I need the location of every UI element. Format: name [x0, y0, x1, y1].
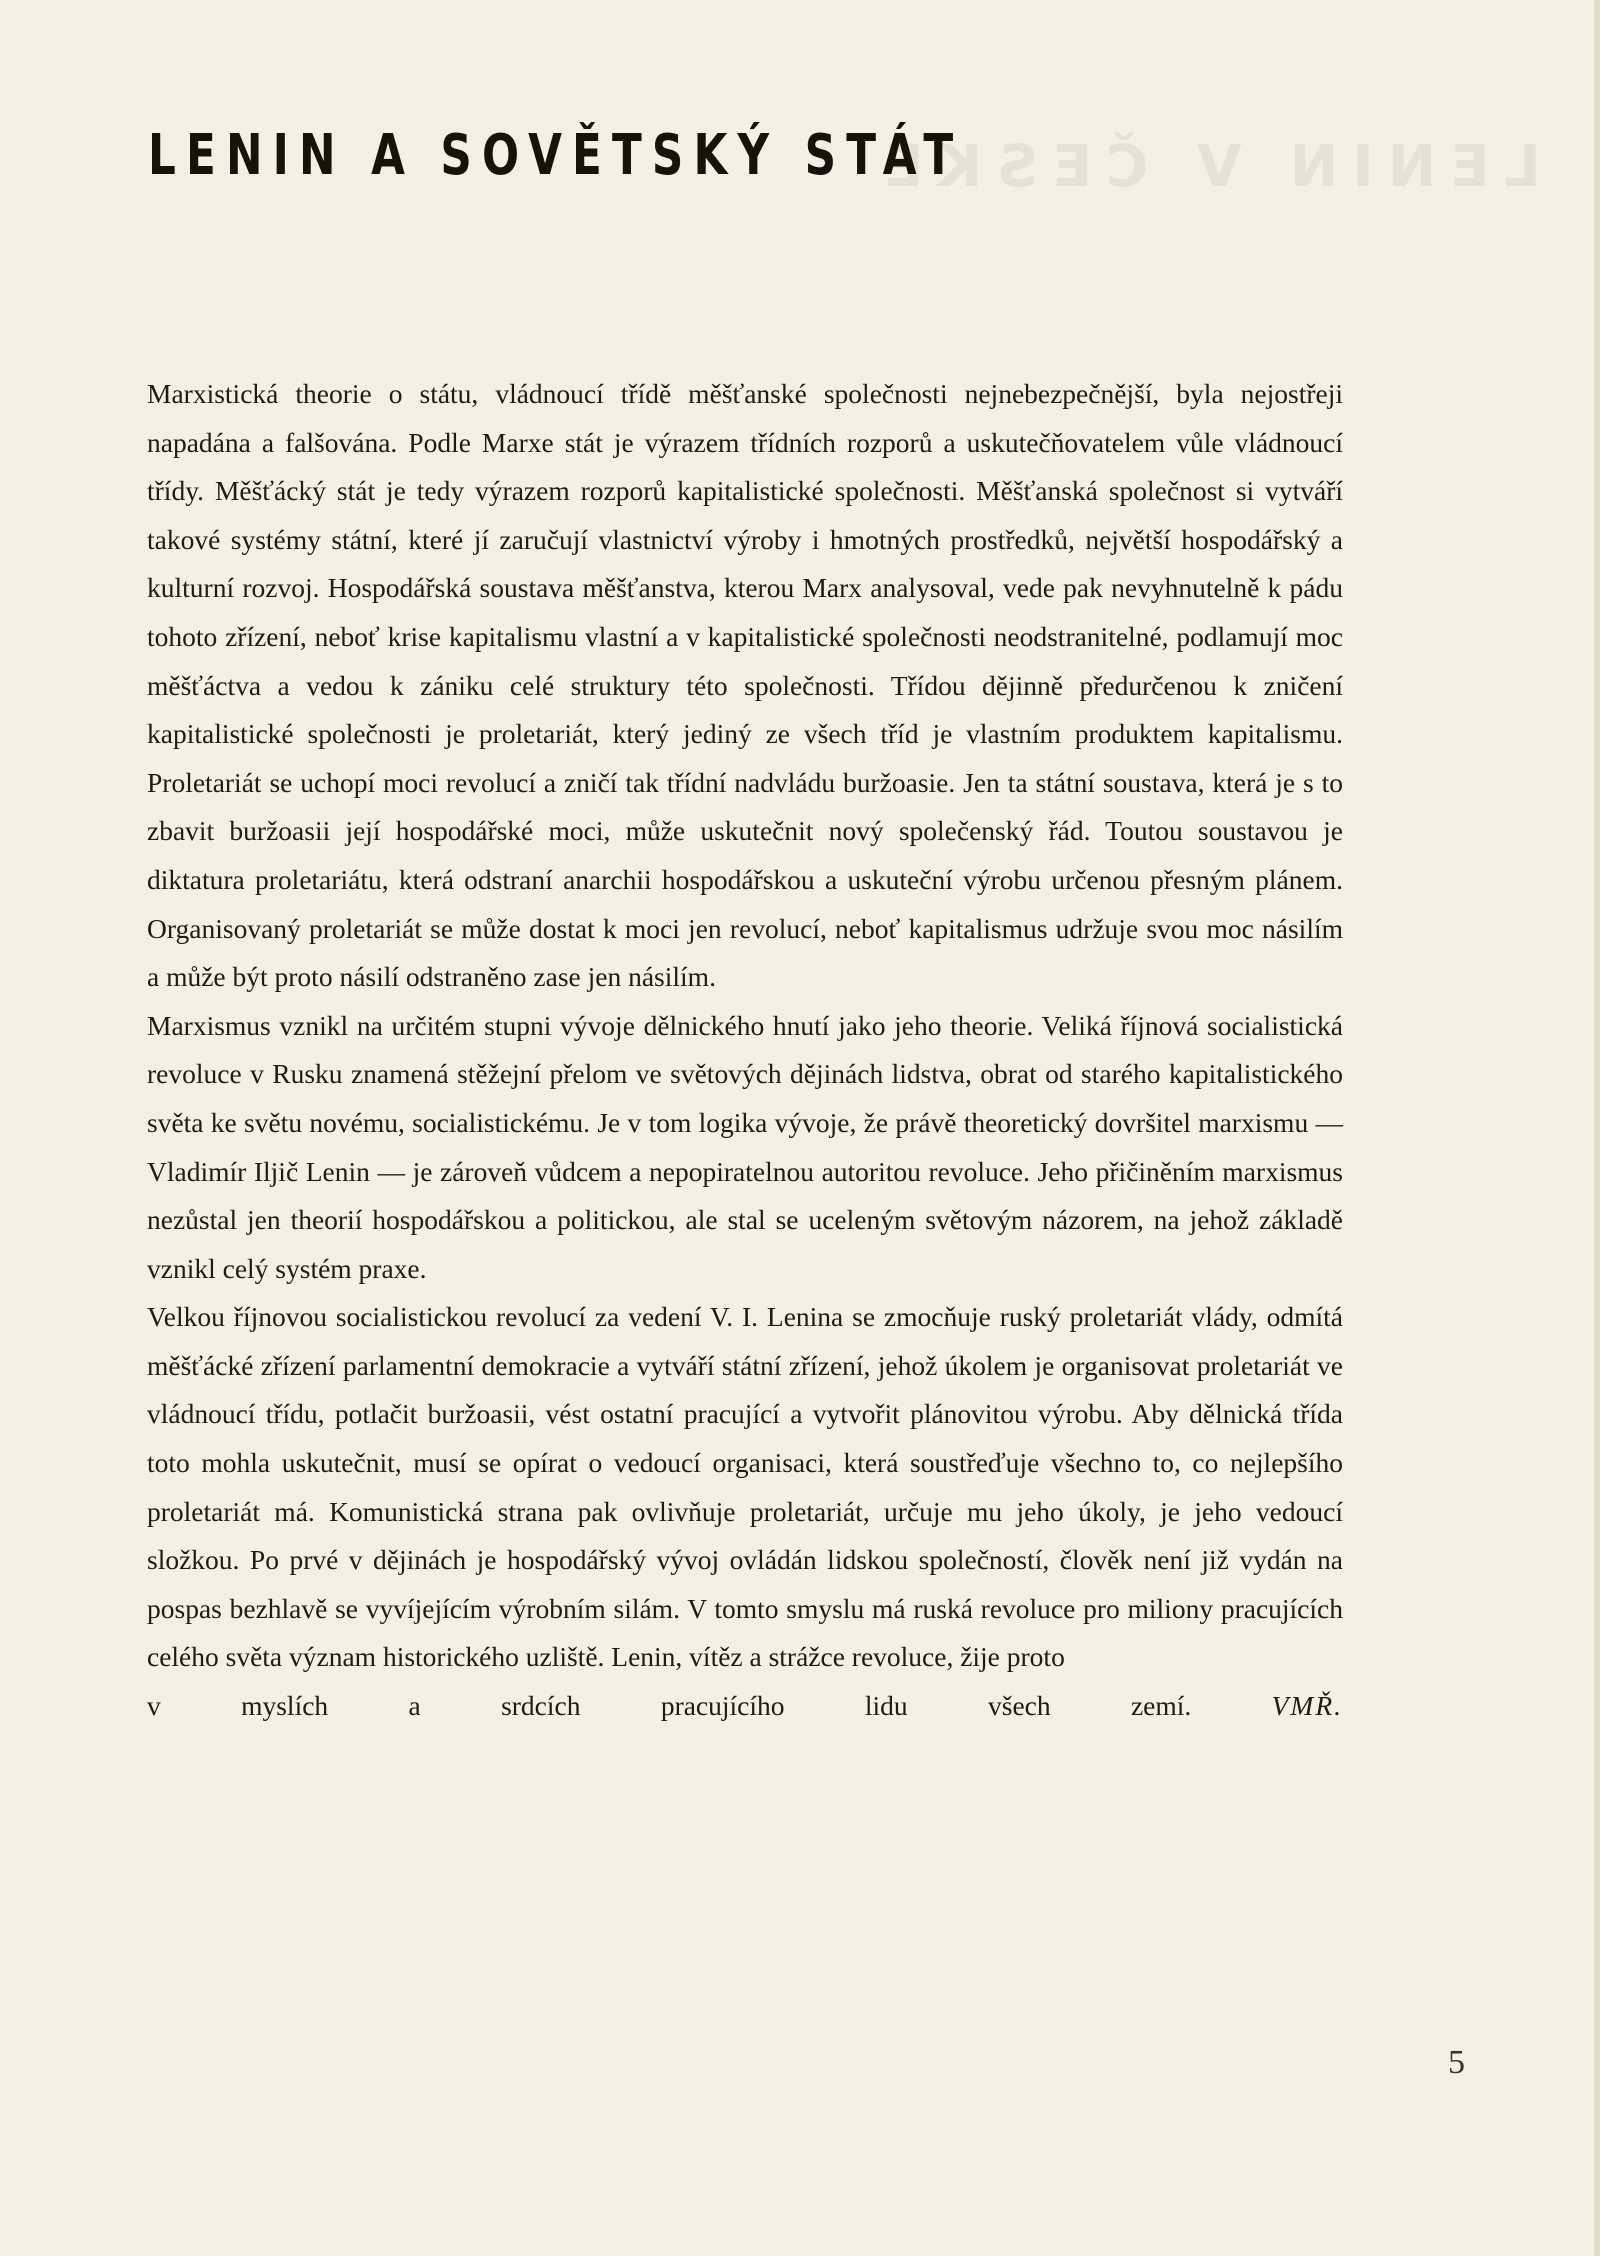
page-number: 5: [1448, 2044, 1465, 2081]
closing-text: v myslích a srdcích pracujícího lidu všech zemí.: [147, 1690, 1192, 1722]
closing-line: [147, 1682, 1343, 1731]
paragraph-state-theory: Marxistická theorie o státu, vládnoucí třídě měšťanské společnosti nejnebezpečnější, byla nejostřeji napadána a falšována. Podle Marxe stát je výrazem třídních rozporů a uskutečňovatelem vůle vládnoucí třídy. Měšťácký stát je tedy výrazem rozporů kapitalistické společnosti. Měšťanská společnost si vytváří takové systémy státní, které jí zaručují vlastnictví výroby i hmotných prostředků, největší hospodářský a kulturní rozvoj. Hospodářská soustava měšťanstva, kterou Marx analysoval, vede pak nevyhnutelně k pádu tohoto zřízení, neboť krise kapitalismu vlastní a v kapitalistické společnosti neodstranitelné, podlamují moc měšťáctva a vedou k zániku celé struktury této společnosti. Třídou dějinně předurčenou k zničení kapitalistické společnosti je proletariát, který jediný ze všech tříd je vlastním produktem kapitalismu. Proletariát se uchopí moci revolucí a zničí tak třídní nadvládu buržoasie. Jen ta státní soustava, která je s to zbavit buržoasii její hospodářské moci, může uskutečnit nový společenský řád. Toutou soustavou je diktatura proletariátu, která odstraní anarchii hospodářskou a uskuteční výrobu určenou přesným plánem. Organisovaný proletariát se může dostat k moci jen revolucí, neboť kapitalismus udržuje svou moc násilím a může být proto násilí odstraněno zase jen násilím.: [147, 378, 1343, 993]
author-signature: VMŘ.: [1271, 1690, 1343, 1722]
article-body: [147, 370, 1343, 1731]
paragraph-marxism-revolution: Marxismus vznikl na určitém stupni vývoje dělnického hnutí jako jeho theorie. Veliká říjnová socialistická revoluce v Rusku znamená stěžejní přelom ve světových dějinách lidstva, obrat od starého kapitalistického světa ke světu novému, socialistickému. Je v tom logika vývoje, že právě theoretický dovršitel marxismu — Vladimír Iljič Lenin — je zároveň vůdcem a nepopiratelnou autoritou revoluce. Jeho přičiněním marxismus nezůstal jen theorií hospodářskou a politickou, ale stal se uceleným světovým názorem, na jehož základě vznikl celý systém praxe.: [147, 1009, 1343, 1284]
page-title: LENIN A SOVĚTSKÝ STÁT: [148, 123, 964, 188]
paragraph-october-revolution: Velkou říjnovou socialistickou revolucí za vedení V. I. Lenina se zmocňuje ruský proletariát vlády, odmítá měšťácké zřízení parlamentní demokracie a vytváří státní zřízení, jehož úkolem je organisovat proletariát ve vládnoucí třídu, potlačit buržoasii, vést ostatní pracující a vytvořit plánovitou výrobu. Aby dělnická třída toto mohla uskutečnit, musí se opírat o vedoucí organisaci, která soustřeďuje všechno to, co nejlepšího proletariát má. Komunistická strana pak ovlivňuje proletariát, určuje mu jeho úkoly, je jeho vedoucí složkou. Po prvé v dějinách je hospodářský vývoj ovládán lidskou společností, člověk není již vydán na pospas bezhlavě se vyvíjejícím výrobním silám. V tomto smyslu má ruská revoluce pro miliony pracujících celého světa význam historického uzliště. Lenin, vítěz a strážce revoluce, žije proto: [147, 1301, 1343, 1673]
bleed-through-shadow: LENIN V ČESKÉ: [870, 132, 1542, 200]
